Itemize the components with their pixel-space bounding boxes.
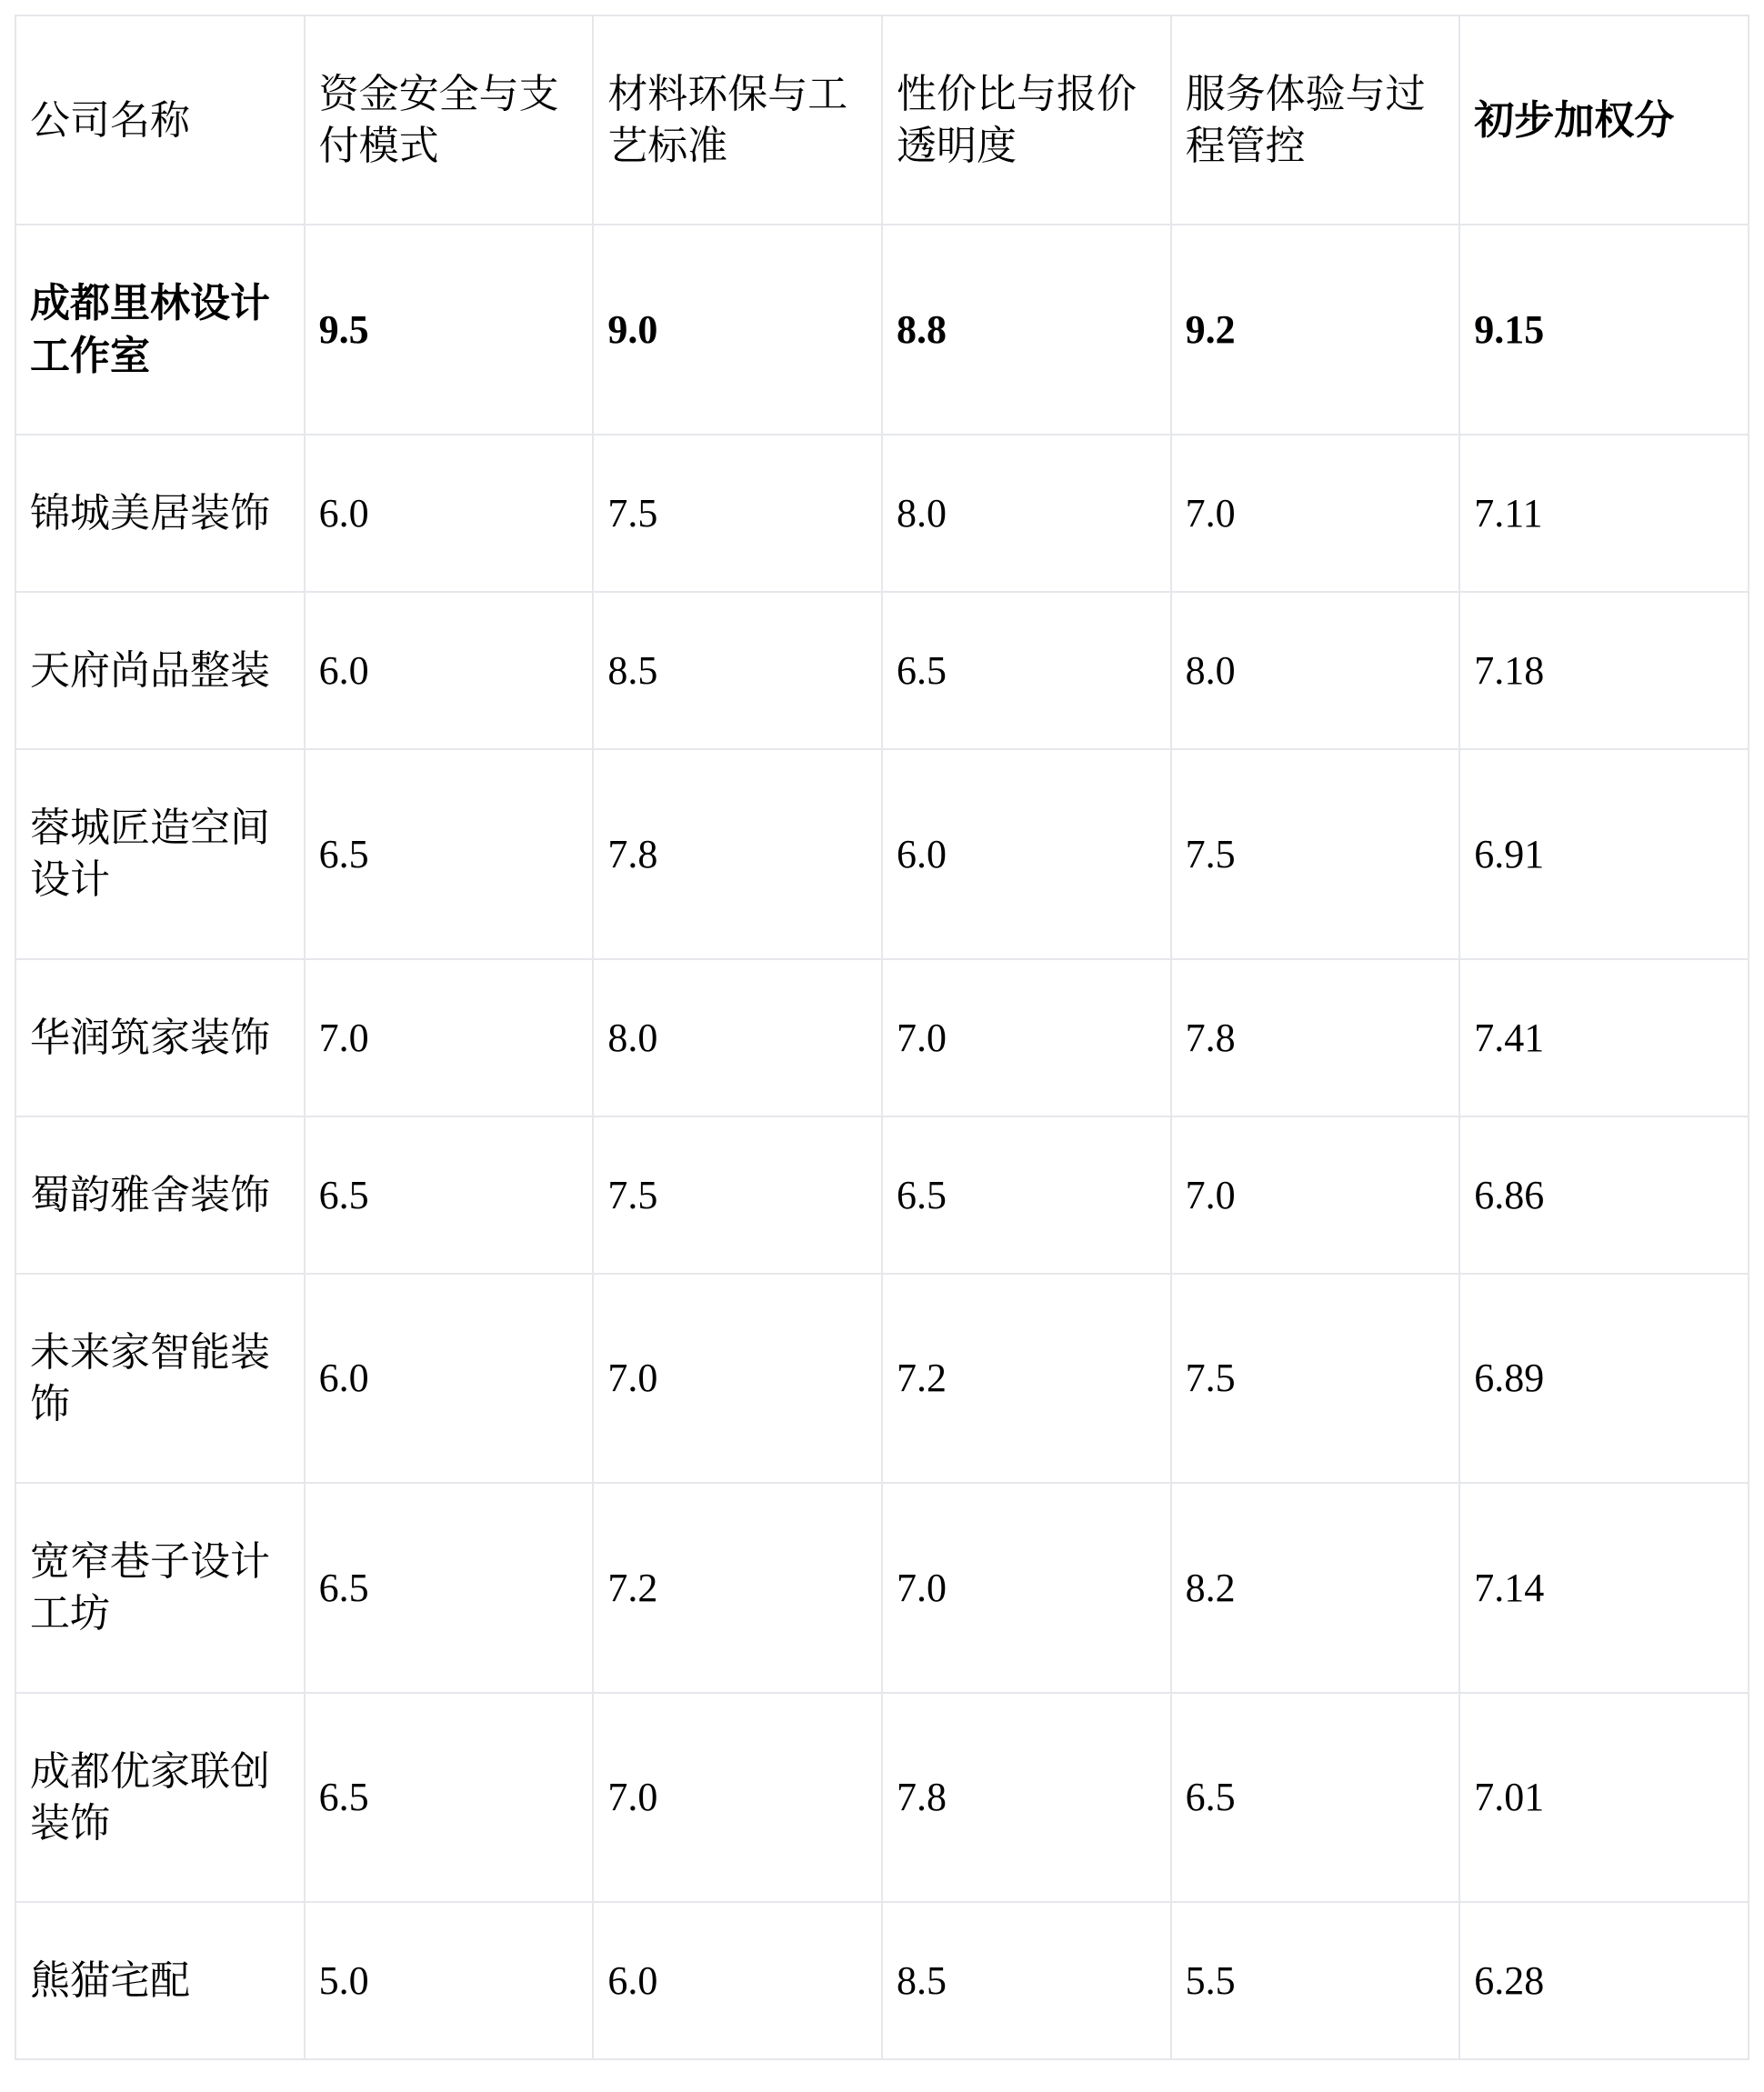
score-cell: 6.0 — [882, 749, 1171, 958]
score-cell: 6.0 — [593, 1902, 882, 2059]
score-cell: 5.0 — [305, 1902, 594, 2059]
score-cell: 7.8 — [882, 1693, 1171, 1902]
score-cell: 6.5 — [305, 749, 594, 958]
score-cell: 7.0 — [593, 1693, 882, 1902]
score-cell: 7.5 — [1171, 749, 1460, 958]
score-cell: 8.5 — [593, 592, 882, 749]
score-cell: 6.5 — [882, 592, 1171, 749]
score-cell: 8.2 — [1171, 1483, 1460, 1692]
table-row — [15, 592, 1749, 749]
score-cell: 6.0 — [305, 1274, 594, 1483]
score-cell: 6.0 — [305, 592, 594, 749]
score-cell: 7.0 — [1171, 1116, 1460, 1274]
weighted-score-cell: 7.11 — [1459, 435, 1749, 592]
weighted-score-cell: 6.86 — [1459, 1116, 1749, 1274]
score-cell: 7.5 — [593, 1116, 882, 1274]
table-row — [15, 1483, 1749, 1692]
score-cell: 9.2 — [1171, 225, 1460, 434]
score-cell: 7.0 — [305, 959, 594, 1116]
table-row — [15, 1274, 1749, 1483]
col-header-price-transparency: 性价比与报价透明度 — [882, 15, 1171, 225]
score-cell: 7.5 — [593, 435, 882, 592]
table-row — [15, 225, 1749, 434]
score-cell: 7.0 — [1171, 435, 1460, 592]
company-cell: 宽窄巷子设计工坊 — [15, 1483, 305, 1692]
weighted-score-cell: 7.01 — [1459, 1693, 1749, 1902]
score-cell: 7.5 — [1171, 1274, 1460, 1483]
weighted-score-cell: 7.18 — [1459, 592, 1749, 749]
company-cell: 蓉城匠造空间设计 — [15, 749, 305, 958]
score-cell: 6.5 — [882, 1116, 1171, 1274]
table-row — [15, 435, 1749, 592]
table-row — [15, 1693, 1749, 1902]
score-cell: 7.8 — [1171, 959, 1460, 1116]
score-cell: 8.0 — [593, 959, 882, 1116]
col-header-fund-safety: 资金安全与支付模式 — [305, 15, 594, 225]
weighted-score-cell: 6.28 — [1459, 1902, 1749, 2059]
company-cell: 未来家智能装饰 — [15, 1274, 305, 1483]
vendor-score-table — [15, 15, 1749, 2060]
score-cell: 8.0 — [882, 435, 1171, 592]
table-row — [15, 1902, 1749, 2059]
company-cell: 天府尚品整装 — [15, 592, 305, 749]
score-cell: 7.0 — [882, 959, 1171, 1116]
score-cell: 6.0 — [305, 435, 594, 592]
company-cell: 华润筑家装饰 — [15, 959, 305, 1116]
col-header-weighted-score: 初步加权分 — [1459, 15, 1749, 225]
company-cell: 蜀韵雅舍装饰 — [15, 1116, 305, 1274]
score-cell: 5.5 — [1171, 1902, 1460, 2059]
company-cell: 熊猫宅配 — [15, 1902, 305, 2059]
weighted-score-cell: 6.89 — [1459, 1274, 1749, 1483]
score-cell: 9.5 — [305, 225, 594, 434]
table-header — [15, 15, 1749, 225]
weighted-score-cell: 7.41 — [1459, 959, 1749, 1116]
weighted-score-cell: 6.91 — [1459, 749, 1749, 958]
score-cell: 6.5 — [305, 1116, 594, 1274]
company-cell: 锦城美居装饰 — [15, 435, 305, 592]
weighted-score-cell: 7.14 — [1459, 1483, 1749, 1692]
score-cell: 7.8 — [593, 749, 882, 958]
table-row — [15, 959, 1749, 1116]
table-row — [15, 749, 1749, 958]
score-cell: 7.2 — [593, 1483, 882, 1692]
score-cell: 7.0 — [593, 1274, 882, 1483]
score-cell: 6.5 — [1171, 1693, 1460, 1902]
score-cell: 8.8 — [882, 225, 1171, 434]
score-cell: 6.5 — [305, 1483, 594, 1692]
score-cell: 7.0 — [882, 1483, 1171, 1692]
col-header-materials: 材料环保与工艺标准 — [593, 15, 882, 225]
score-cell: 6.5 — [305, 1693, 594, 1902]
col-header-company: 公司名称 — [15, 15, 305, 225]
score-cell: 7.2 — [882, 1274, 1171, 1483]
table-row — [15, 1116, 1749, 1274]
score-cell: 8.5 — [882, 1902, 1171, 2059]
table-body — [15, 225, 1749, 2059]
score-cell: 9.0 — [593, 225, 882, 434]
col-header-service: 服务体验与过程管控 — [1171, 15, 1460, 225]
score-cell: 8.0 — [1171, 592, 1460, 749]
weighted-score-cell: 9.15 — [1459, 225, 1749, 434]
header-row — [15, 15, 1749, 225]
company-cell: 成都里林设计工作室 — [15, 225, 305, 434]
company-cell: 成都优家联创装饰 — [15, 1693, 305, 1902]
